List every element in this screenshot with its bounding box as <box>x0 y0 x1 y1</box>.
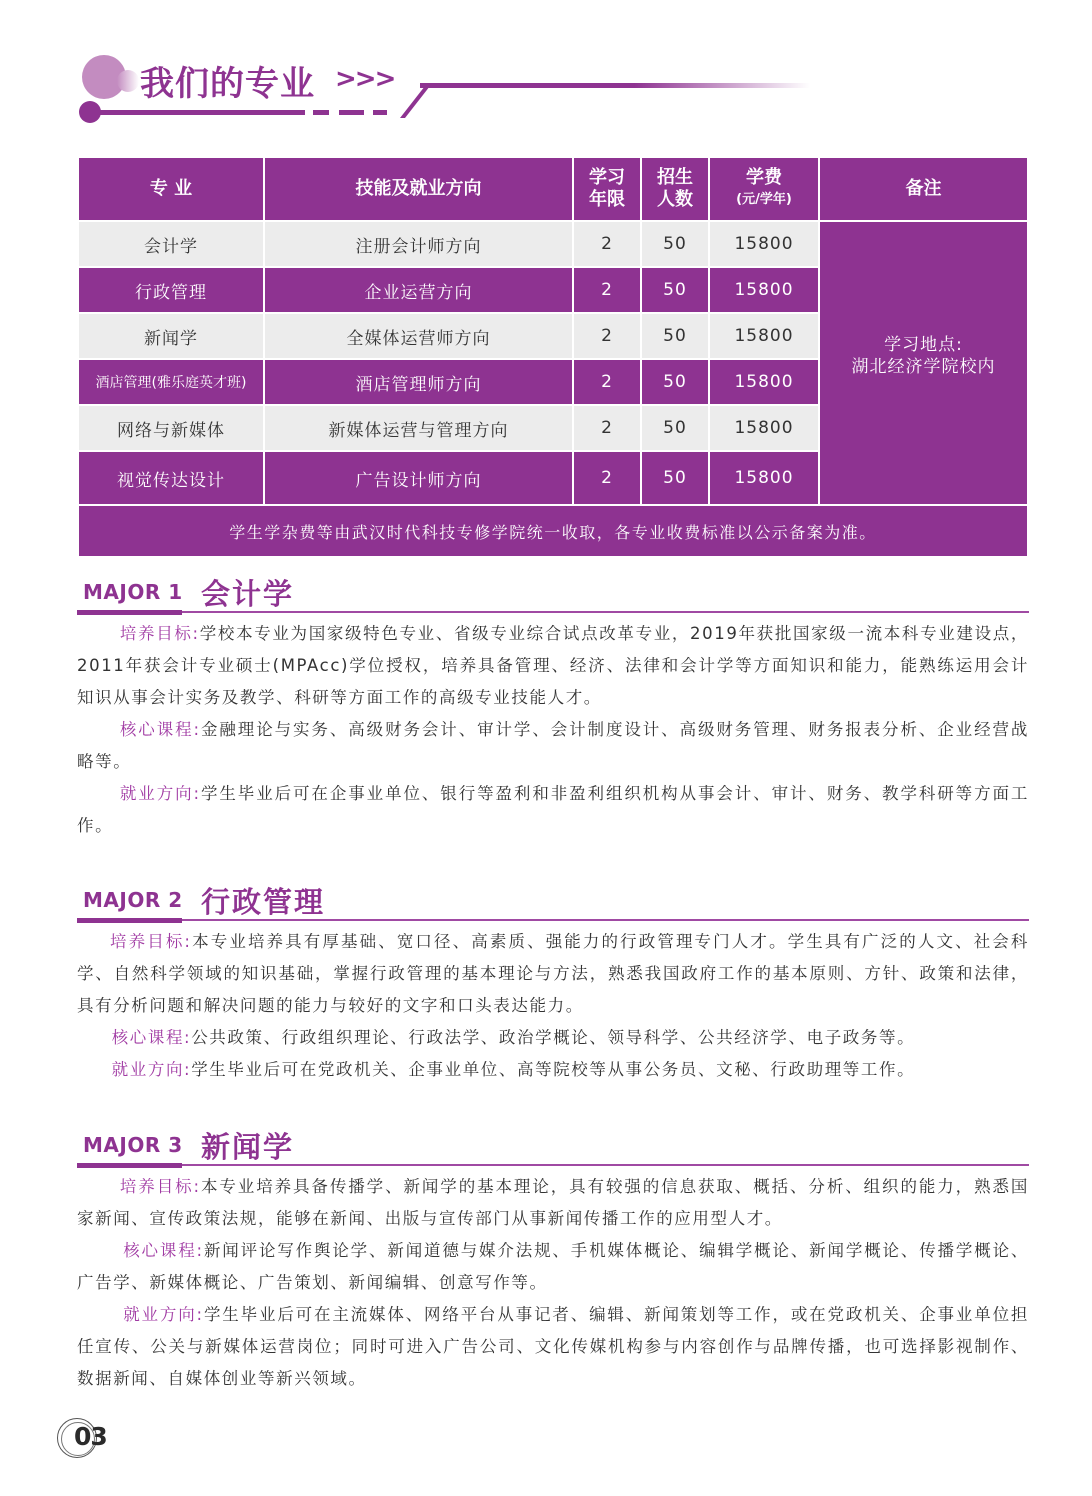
course-label: 核心课程: <box>123 1241 204 1260</box>
section-heading <box>77 880 1029 922</box>
cell-enroll: 50 <box>641 451 709 505</box>
course-text: 公共政策、行政组织理论、行政法学、政治学概论、领导科学、公共经济学、电子政务等。 <box>191 1028 916 1047</box>
section-body <box>77 618 1029 842</box>
cell-enroll: 50 <box>641 267 709 313</box>
goal-paragraph <box>77 618 1029 714</box>
cell-years: 2 <box>573 359 641 405</box>
fee-note: 学生学杂费等由武汉时代科技专修学院统一收取，各专业收费标准以公示备案为准。 <box>78 505 1028 557</box>
major-section-3 <box>77 1125 1029 1395</box>
cell-direction: 注册会计师方向 <box>264 221 573 267</box>
career-paragraph <box>77 778 1029 842</box>
table-header-row <box>78 157 1028 221</box>
remark-line-2: 湖北经济学院校内 <box>851 357 996 377</box>
col-header-fee: 学费 (元/学年) <box>709 157 819 221</box>
cell-fee: 15800 <box>709 359 819 405</box>
goal-paragraph <box>77 926 1029 1022</box>
col-header-enroll: 招生 人数 <box>641 157 709 221</box>
heading-bar <box>77 1163 182 1168</box>
page-number-badge <box>57 1418 107 1462</box>
major-section-2 <box>77 880 1029 1086</box>
career-text: 学生毕业后可在企事业单位、银行等盈利和非盈利组织机构从事会计、审计、财务、教学科研等方面工作。 <box>77 784 1030 835</box>
cell-direction: 新媒体运营与管理方向 <box>264 405 573 451</box>
cell-direction: 广告设计师方向 <box>264 451 573 505</box>
section-body <box>77 1171 1029 1395</box>
major-tag: MAJOR 3 <box>83 1133 183 1157</box>
career-label: 就业方向: <box>111 1060 192 1079</box>
cell-fee: 15800 <box>709 221 819 267</box>
goal-text: 本专业培养具有厚基础、宽口径、高素质、强能力的行政管理专门人才。学生具有广泛的人文、社会科学、自然科学领域的知识基础，掌握行政管理的基本理论与方法，熟悉我国政府工作的基本原则、方针、政策和法律，具有分析问题和解决问题的能力与较好的文字和口头表达能力。 <box>77 932 1030 1015</box>
cell-major: 酒店管理(雅乐庭英才班) <box>78 359 264 405</box>
course-label: 核心课程: <box>111 1028 192 1047</box>
course-paragraph <box>77 1235 1029 1299</box>
major-name: 新闻学 <box>201 1130 295 1164</box>
cell-major: 视觉传达设计 <box>78 451 264 505</box>
cell-major: 行政管理 <box>78 267 264 313</box>
career-label: 就业方向: <box>123 1305 204 1324</box>
cell-enroll: 50 <box>641 405 709 451</box>
decor-dash <box>339 110 364 115</box>
cell-enroll: 50 <box>641 221 709 267</box>
majors-table <box>77 156 1029 558</box>
cell-years: 2 <box>573 451 641 505</box>
decor-diagonal <box>400 86 430 118</box>
career-paragraph <box>77 1299 1029 1395</box>
major-tag: MAJOR 2 <box>83 888 183 912</box>
cell-direction: 企业运营方向 <box>264 267 573 313</box>
cell-direction: 全媒体运营师方向 <box>264 313 573 359</box>
col-header-major: 专 业 <box>78 157 264 221</box>
course-label: 核心课程: <box>119 720 201 739</box>
major-tag: MAJOR 1 <box>83 580 183 604</box>
page-number: 03 <box>74 1422 107 1451</box>
cell-direction: 酒店管理师方向 <box>264 359 573 405</box>
career-paragraph <box>77 1054 1029 1086</box>
heading-line <box>182 1164 1029 1166</box>
course-paragraph <box>77 714 1029 778</box>
cell-fee: 15800 <box>709 267 819 313</box>
decor-circle-small-icon <box>117 70 139 92</box>
cell-years: 2 <box>573 405 641 451</box>
heading-line <box>182 919 1029 921</box>
cell-major: 会计学 <box>78 221 264 267</box>
major-section-1 <box>77 572 1029 842</box>
career-label: 就业方向: <box>119 784 201 803</box>
goal-label: 培养目标: <box>110 932 192 951</box>
col-header-years: 学习 年限 <box>573 157 641 221</box>
remark-line-1: 学习地点: <box>884 335 963 355</box>
heading-bar <box>77 918 182 923</box>
goal-label: 培养目标: <box>119 1177 201 1196</box>
decor-dash <box>313 110 329 115</box>
section-heading <box>77 1125 1029 1167</box>
page-header <box>0 0 1092 140</box>
cell-enroll: 50 <box>641 313 709 359</box>
table-footer-row <box>78 505 1028 557</box>
cell-fee: 15800 <box>709 405 819 451</box>
cell-years: 2 <box>573 221 641 267</box>
cell-major: 网络与新媒体 <box>78 405 264 451</box>
career-text: 学生毕业后可在主流媒体、网络平台从事记者、编辑、新闻策划等工作，或在党政机关、企事业单位担任宣传、公关与新媒体运营岗位；同时可进入广告公司、文化传媒机构参与内容创作与品牌传播，也可选择影视制作、数据新闻、自媒体创业等新兴领域。 <box>77 1305 1030 1388</box>
cell-fee: 15800 <box>709 313 819 359</box>
course-paragraph <box>77 1022 1029 1054</box>
heading-bar <box>77 610 182 615</box>
goal-text: 学校本专业为国家级特色专业、省级专业综合试点改革专业，2019年获批国家级一流本科专业建设点，2011年获会计专业硕士(MPAcc)学位授权，培养具备管理、经济、法律和会计学等方面知识和能力，能熟练运用会计知识从事会计实务及教学、科研等方面工作的高级专业技能人才。 <box>77 624 1029 707</box>
cell-years: 2 <box>573 267 641 313</box>
col-header-direction: 技能及就业方向 <box>264 157 573 221</box>
major-name: 会计学 <box>201 577 295 611</box>
col-header-remark: 备注 <box>819 157 1028 221</box>
cell-years: 2 <box>573 313 641 359</box>
table-row <box>78 221 1028 267</box>
section-body <box>77 926 1029 1086</box>
career-text: 学生毕业后可在党政机关、企事业单位、高等院校等从事公务员、文秘、行政助理等工作。 <box>191 1060 916 1079</box>
decor-gradient-line <box>420 83 810 88</box>
goal-text: 本专业培养具备传播学、新闻学的基本理论，具有较强的信息获取、概括、分析、组织的能力，熟悉国家新闻、宣传政策法规，能够在新闻、出版与宣传部门从事新闻传播工作的应用型人才。 <box>77 1177 1030 1228</box>
cell-major: 新闻学 <box>78 313 264 359</box>
cell-fee: 15800 <box>709 451 819 505</box>
major-name: 行政管理 <box>201 885 326 919</box>
cell-enroll: 50 <box>641 359 709 405</box>
section-heading <box>77 572 1029 614</box>
course-text: 金融理论与实务、高级财务会计、审计学、会计制度设计、高级财务管理、财务报表分析、企业经营战略等。 <box>77 720 1030 771</box>
decor-line <box>95 110 305 115</box>
page-title: 我们的专业 <box>140 64 315 104</box>
heading-line <box>182 611 1029 613</box>
goal-label: 培养目标: <box>119 624 200 643</box>
course-text: 新闻评论写作舆论学、新闻道德与媒介法规、手机媒体概论、编辑学概论、新闻学概论、传播学概论、广告学、新媒体概论、广告策划、新闻编辑、创意写作等。 <box>77 1241 1030 1292</box>
decor-dash <box>373 110 387 115</box>
chevrons-right-icon: >>> <box>335 64 395 94</box>
cell-remark <box>819 221 1028 505</box>
goal-paragraph <box>77 1171 1029 1235</box>
